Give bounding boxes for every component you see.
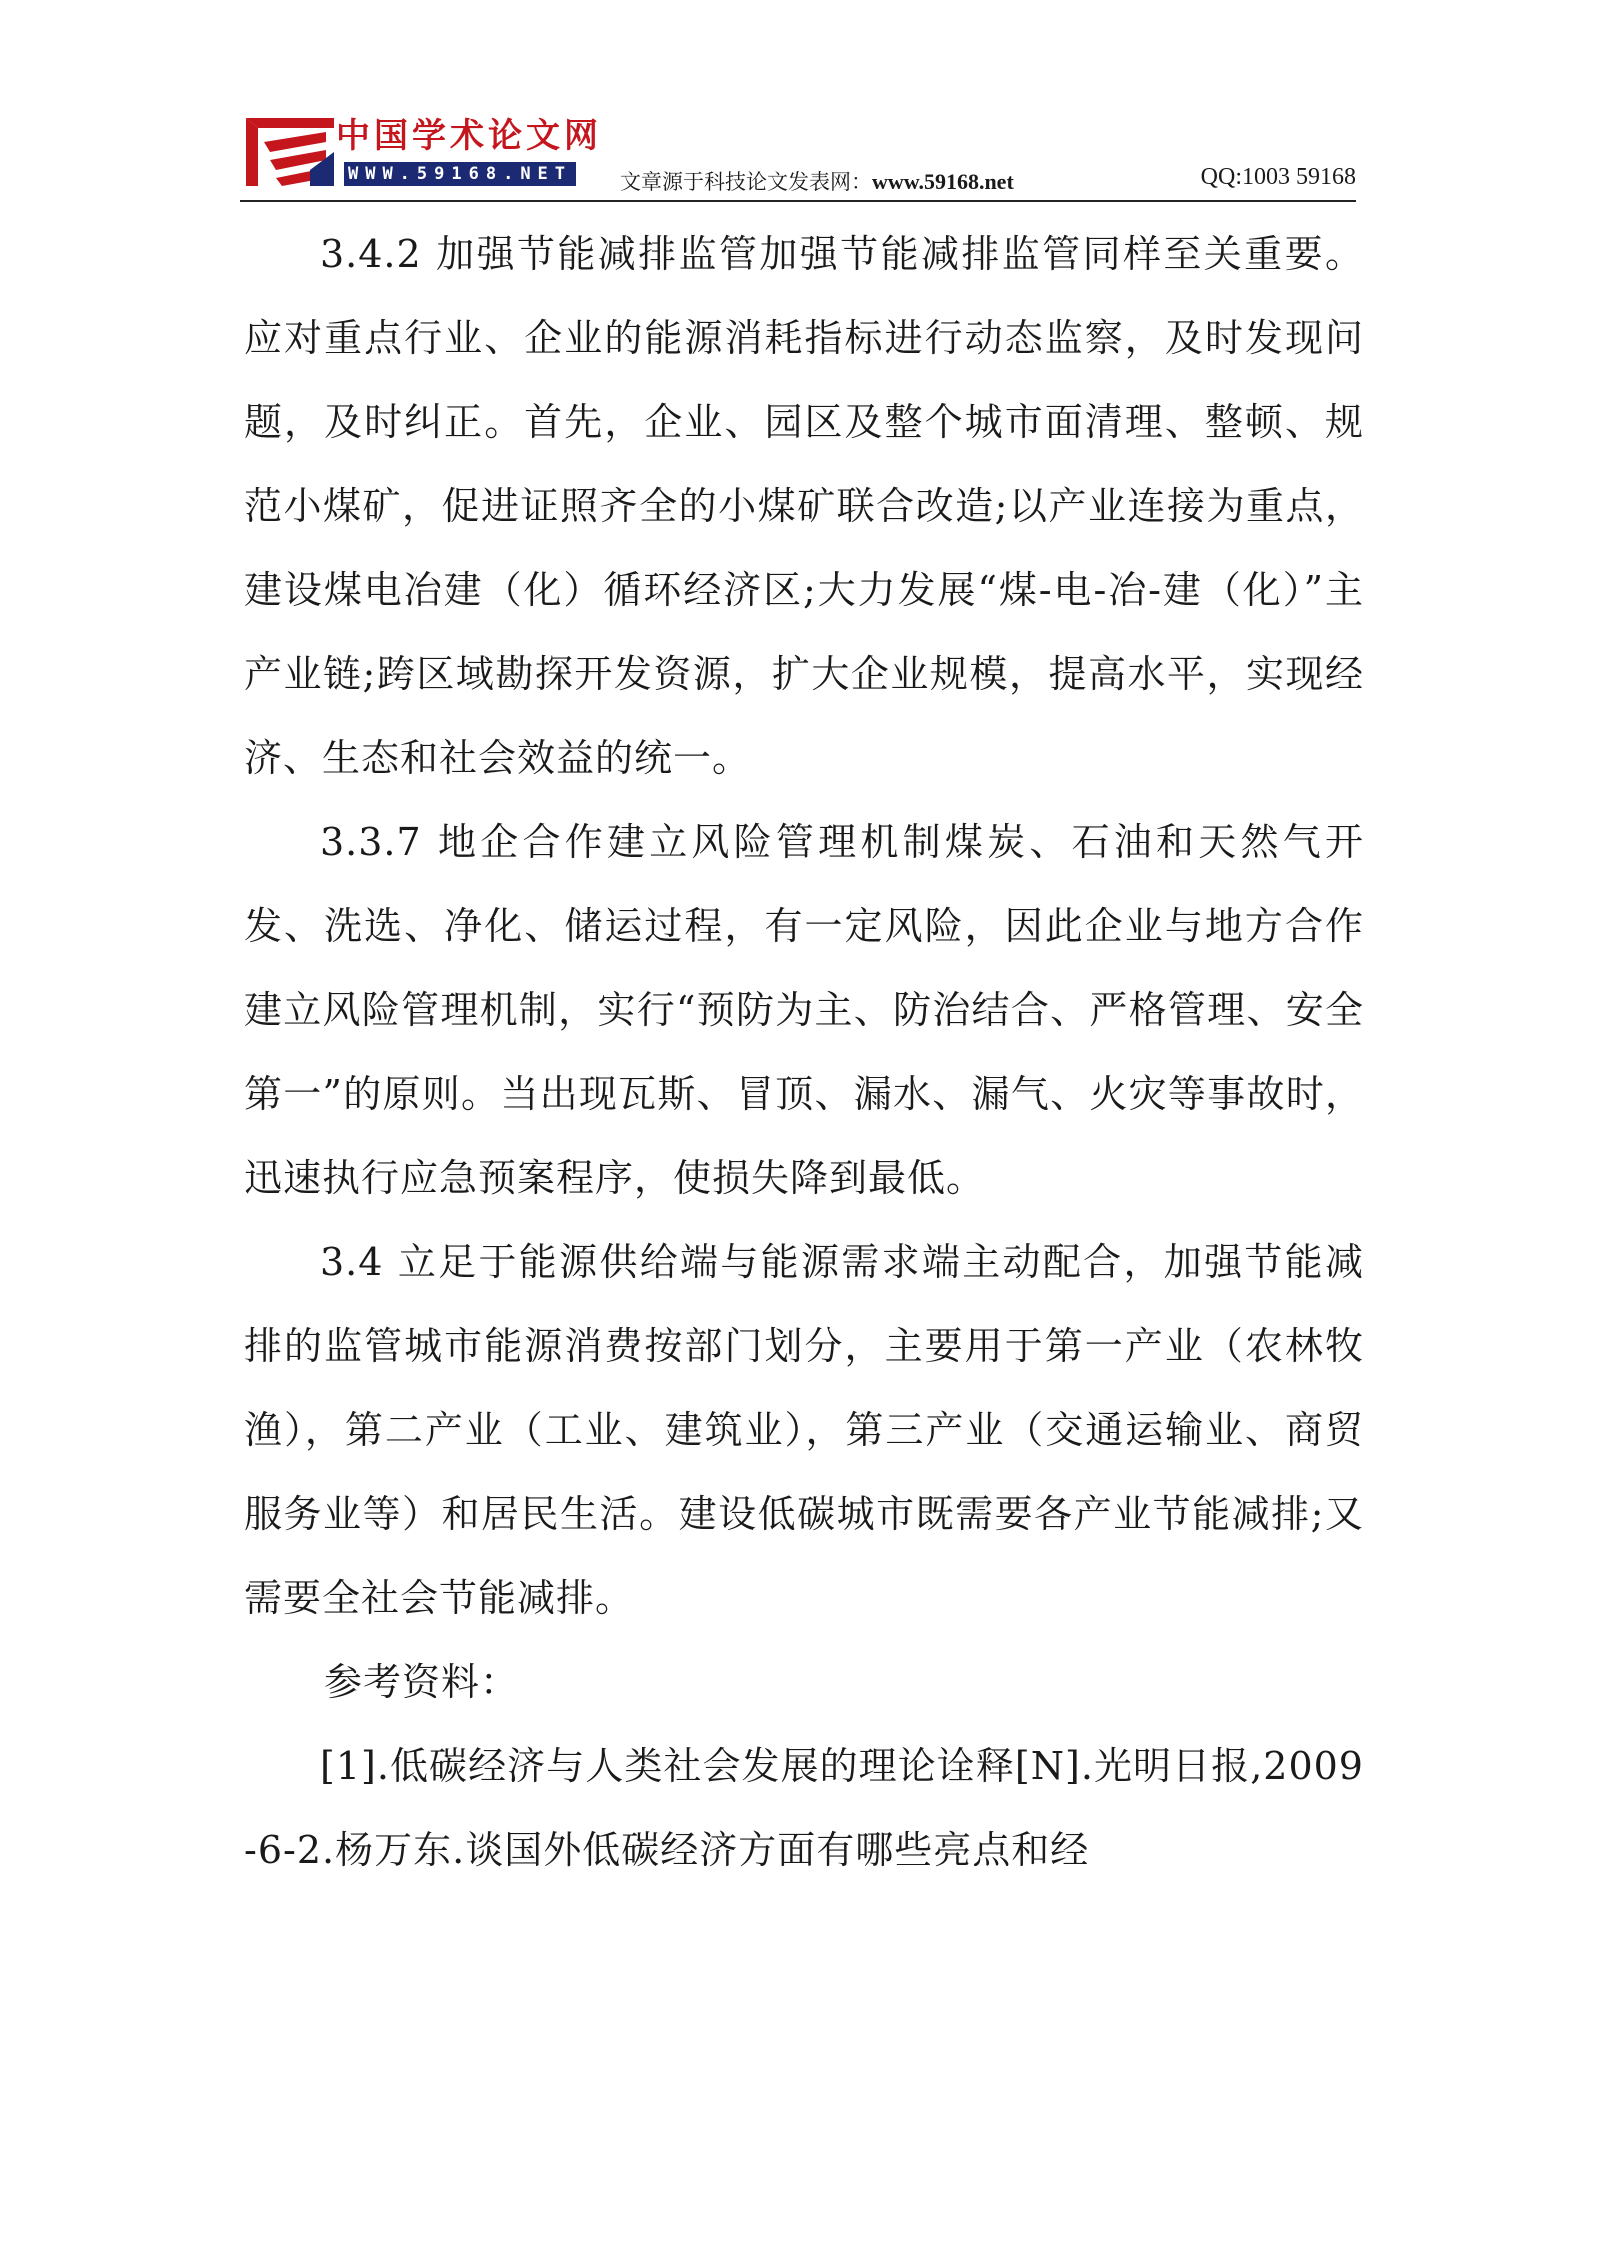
- paragraph-3-4-2: 3.4.2 加强节能减排监管加强节能减排监管同样至关重要。应对重点行业、企业的能源消耗指标进行动态监察，及时发现问题，及时纠正。首先，企业、园区及整个城市面清理、整顿、规范小煤矿，促进证照齐全的小煤矿联合改造;以产业连接为重点，建设煤电冶建（化）循环经济区;大力发展“煤-电-冶-建（化）”主产业链;跨区域勘探开发资源，扩大企业规模，提高水平，实现经济、生态和社会效益的统一。: [244, 232, 1364, 780]
- header-source: [620, 166, 1014, 196]
- references-heading: 参考资料：: [324, 1660, 520, 1704]
- source-site-link[interactable]: www.59168.net: [872, 169, 1014, 194]
- reference-item: [1].低碳经济与人类社会发展的理论诠释[N].光明日报,2009-6-2.杨万东.谈国外低碳经济方面有哪些亮点和经: [244, 1744, 1364, 1872]
- logo-emblem-icon: [240, 112, 340, 192]
- logo-title: 中国学术论文网: [336, 116, 602, 156]
- paragraph-3-4: 3.4 立足于能源供给端与能源需求端主动配合，加强节能减排的监管城市能源消费按部门划分，主要用于第一产业（农林牧渔），第二产业（工业、建筑业），第三产业（交通运输业、商贸服务业等）和居民生活。建设低碳城市既需要各产业节能减排;又需要全社会节能减排。: [244, 1240, 1364, 1620]
- header-qq: QQ:1003 59168: [1200, 164, 1356, 190]
- site-logo[interactable]: [240, 112, 602, 192]
- page-header: [240, 108, 1356, 200]
- paragraph-3-3-7: 3.3.7 地企合作建立风险管理机制煤炭、石油和天然气开发、洗选、净化、储运过程，有一定风险，因此企业与地方合作建立风险管理机制，实行“预防为主、防治结合、严格管理、安全第一”的原则。当出现瓦斯、冒顶、漏水、漏气、火灾等事故时，迅速执行应急预案程序，使损失降到最低。: [244, 820, 1364, 1200]
- header-divider: [240, 200, 1356, 202]
- source-prefix: 文章源于科技论文发表网：: [620, 170, 872, 194]
- article-body: [244, 212, 1364, 1892]
- logo-url: WWW.59168.NET: [344, 162, 576, 186]
